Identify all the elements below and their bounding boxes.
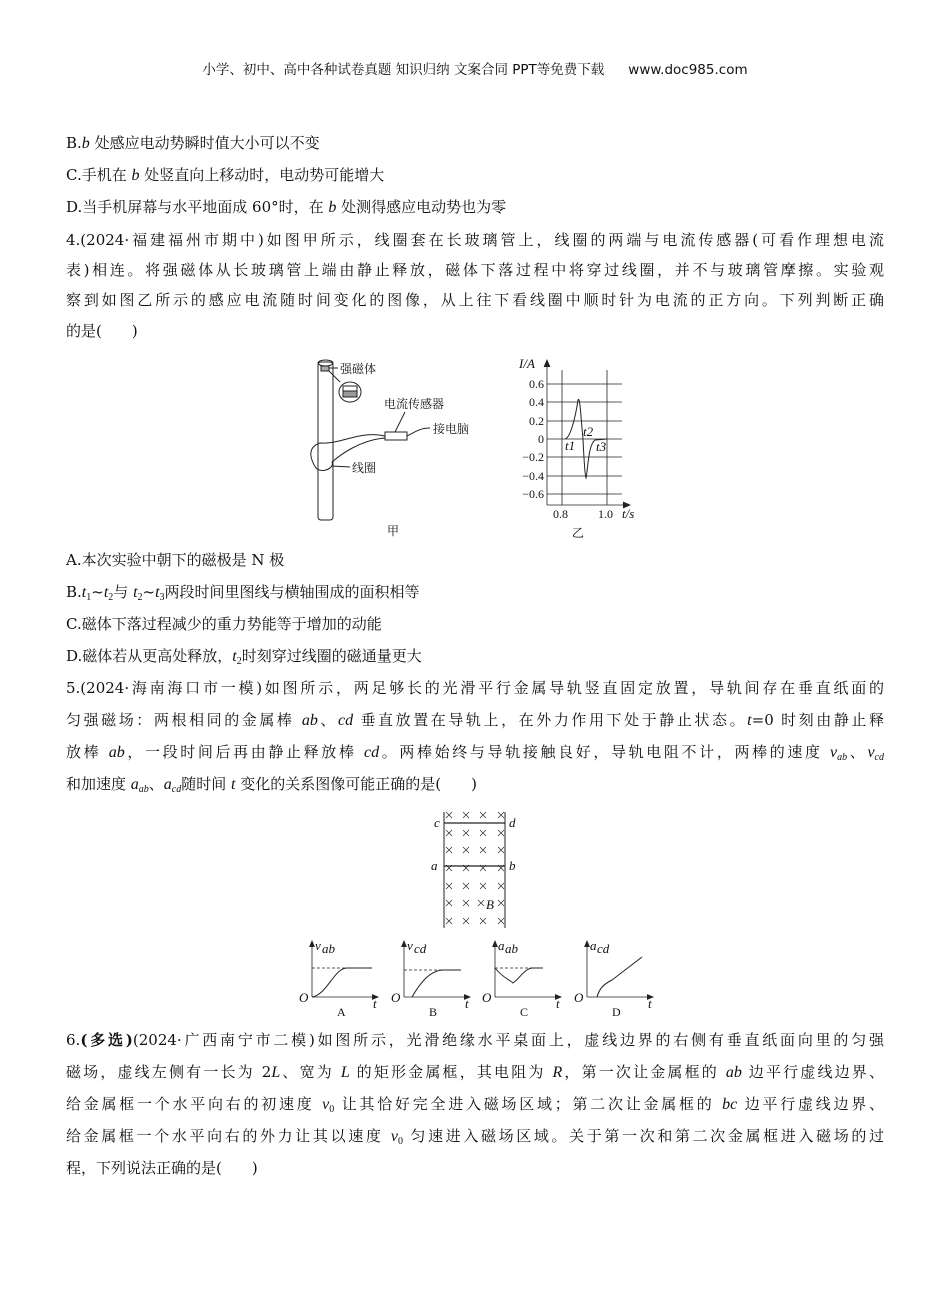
- field-cross-icon: [480, 883, 486, 889]
- figure-jia: [311, 360, 430, 520]
- field-cross-icon: [498, 847, 504, 853]
- text-segment: 5.(2024·海南海口市一模)如图所示，两足够长的光滑平行金属导轨竖直固定放置，导轨间存在垂直纸面的: [66, 679, 884, 697]
- field-cross-icon: [463, 900, 469, 906]
- text-segment: ab: [837, 752, 848, 762]
- text-segment: 、宽为: [280, 1063, 341, 1081]
- text-segment: ab: [301, 712, 318, 729]
- field-cross-icon: [478, 900, 484, 906]
- text-segment: 给金属框一个水平向右的外力让其以速度: [66, 1127, 391, 1145]
- text-segment: t: [155, 584, 160, 601]
- field-cross-icon: [498, 883, 504, 889]
- graph-caption: A: [337, 1005, 346, 1019]
- label-coil: 线圈: [352, 461, 377, 475]
- text-segment: 处感应电动势瞬时值大小可以不变: [89, 134, 320, 152]
- yi-ylabel: I/A: [519, 356, 535, 371]
- text-segment: b: [328, 199, 337, 216]
- graph-ylabel-sub: ab: [322, 941, 335, 956]
- origin-label: O: [574, 990, 584, 1005]
- yi-ytick: −0.2: [522, 450, 544, 464]
- text-segment: 、: [847, 743, 868, 761]
- caption-jia: 甲: [387, 524, 400, 538]
- field-cross-icon: [480, 812, 486, 818]
- text-segment: 0: [398, 1136, 403, 1146]
- text-segment: =0 时刻由静止释: [751, 711, 884, 729]
- text-segment: D.磁体若从更高处释放，: [66, 647, 233, 665]
- graph-ylabel-sub: ab: [505, 941, 518, 956]
- text-segment: 、: [148, 775, 164, 793]
- yi-ytick: 0.4: [529, 395, 544, 409]
- text-segment: 匀速进入磁场区域。关于第一次和第二次金属框进入磁场的过: [403, 1127, 884, 1145]
- text-segment: 程，下列说法正确的是( ): [66, 1159, 258, 1177]
- label-sensor: 电流传感器: [384, 397, 445, 411]
- text-segment: (多选): [80, 1031, 133, 1049]
- graph-ylabel: a: [498, 938, 505, 953]
- field-cross-icon: [446, 918, 452, 924]
- text-segment: 2: [108, 592, 114, 603]
- field-cross-icon: [480, 847, 486, 853]
- text-segment: 察到如图乙所示的感应电流随时间变化的图像，从上往下看线圈中顺时针为电流的正方向。下列判断正确: [66, 291, 884, 309]
- field-cross-icon: [480, 830, 486, 836]
- text-segment: R: [552, 1064, 563, 1081]
- text-segment: B.: [66, 583, 82, 601]
- text-segment: 的矩形金属框，其电阻为: [349, 1063, 553, 1081]
- header-url[interactable]: www.doc985.com: [628, 62, 748, 78]
- graph-ylabel: v: [315, 938, 321, 953]
- text-segment: 1: [86, 592, 92, 603]
- caption-yi: 乙: [572, 526, 585, 540]
- text-segment: 垂直放置在导轨上，在外力作用下处于静止状态。: [353, 711, 748, 729]
- yi-xtick-1: 1.0: [598, 507, 613, 521]
- text-segment: 给金属框一个水平向右的初速度: [66, 1095, 323, 1113]
- figure-rails: [444, 812, 505, 928]
- text-segment: 2: [137, 592, 143, 603]
- field-cross-icon: [498, 830, 504, 836]
- text-segment: 。两棒始终与导轨接触良好，导轨电阻不计，两棒的速度: [379, 743, 831, 761]
- yi-xtick-0: 0.8: [553, 507, 568, 521]
- field-cross-icon: [463, 918, 469, 924]
- text-segment: 边平行虚线边界、: [741, 1063, 884, 1081]
- yi-ytick: −0.6: [522, 487, 544, 501]
- text-segment: b: [131, 167, 140, 184]
- text-segment: 让其恰好完全进入磁场区域；第二次让金属框的: [334, 1095, 723, 1113]
- rail-label-b: b: [509, 858, 516, 873]
- text-segment: 处竖直向上移动时，电动势可能增大: [139, 166, 385, 184]
- text-segment: 和加速度: [66, 775, 131, 793]
- text-segment: B.: [66, 134, 82, 152]
- text-segment: 表)相连。将强磁体从长玻璃管上端由静止释放，磁体下落过程中将穿过线圈，并不与玻璃管摩擦。实验观: [66, 261, 884, 279]
- text-segment: ab: [725, 1064, 742, 1081]
- text-segment: t: [103, 584, 109, 601]
- text-segment: A.本次实验中朝下的磁极是 N 极: [66, 551, 285, 569]
- field-cross-icon: [446, 812, 452, 818]
- field-label-b: B: [486, 897, 494, 912]
- text-segment: 0: [329, 1104, 335, 1114]
- rail-label-a: a: [431, 858, 438, 873]
- origin-label: O: [299, 990, 309, 1005]
- text-segment: t: [133, 584, 138, 601]
- text-segment: v: [830, 744, 838, 761]
- text-segment: a: [163, 776, 172, 793]
- field-cross-icon: [463, 812, 469, 818]
- text-segment: L: [340, 1064, 350, 1081]
- label-magnet: 强磁体: [340, 362, 377, 376]
- yi-ytick: 0.2: [529, 414, 544, 428]
- text-segment: a: [130, 776, 139, 793]
- yi-ytick: 0: [538, 432, 544, 446]
- field-cross-icon: [446, 847, 452, 853]
- text-segment: bc: [722, 1096, 738, 1113]
- yi-ytick: −0.4: [522, 469, 544, 483]
- text-segment: 放棒: [66, 743, 109, 761]
- graph-ylabel-sub: cd: [597, 941, 610, 956]
- field-cross-icon: [446, 900, 452, 906]
- text-segment: 边平行虚线边界、: [737, 1095, 884, 1113]
- text-segment: 3: [159, 592, 165, 603]
- yi-ytick: 0.6: [529, 377, 544, 391]
- origin-label: O: [482, 990, 492, 1005]
- text-segment: D.当手机屏幕与水平地面成 60°时，在: [66, 198, 329, 216]
- label-computer: 接电脑: [433, 422, 470, 436]
- rail-label-c: c: [434, 815, 440, 830]
- field-cross-icon: [463, 883, 469, 889]
- graph-ylabel: a: [590, 938, 597, 953]
- option-graph-A: [299, 938, 378, 1019]
- text-segment: 与: [113, 583, 134, 601]
- field-cross-icon: [446, 883, 452, 889]
- mark-t3: t3: [596, 439, 607, 454]
- text-segment: cd: [171, 784, 182, 795]
- text-segment: 、: [317, 711, 339, 729]
- graph-ylabel: v: [407, 938, 413, 953]
- text-segment: ab: [138, 784, 149, 795]
- graph-caption: C: [520, 1005, 529, 1019]
- field-cross-icon: [498, 900, 504, 906]
- graph-ylabel-sub: cd: [414, 941, 427, 956]
- mark-t2: t2: [583, 424, 594, 439]
- text-segment: ~: [142, 583, 156, 601]
- option-graph-C: [482, 938, 561, 1019]
- field-cross-icon: [463, 830, 469, 836]
- text-segment: t: [81, 584, 87, 601]
- text-segment: C.手机在: [66, 166, 132, 184]
- text-segment: C.磁体下落过程减少的重力势能等于增加的动能: [66, 615, 382, 633]
- text-segment: 2: [236, 656, 242, 667]
- text-segment: ，第一次让金属框的: [562, 1063, 726, 1081]
- text-segment: 两段时间里图线与横轴围成的面积相等: [164, 583, 420, 601]
- text-segment: 4.(2024·福建福州市期中)如图甲所示，线圈套在长玻璃管上，线圈的两端与电流传感器(可看作理想电流: [66, 231, 884, 249]
- field-cross-icon: [498, 812, 504, 818]
- option-graph-D: [574, 938, 653, 1019]
- text-segment: (2024·广西南宁市二模)如图所示，光滑绝缘水平桌面上，虚线边界的右侧有垂直纸面向里的匀强: [132, 1031, 884, 1049]
- t-axis-label: t: [465, 996, 469, 1011]
- text-segment: 随时间: [181, 775, 232, 793]
- text-segment: L: [271, 1064, 281, 1081]
- t-axis-label: t: [556, 996, 560, 1011]
- field-cross-icon: [480, 918, 486, 924]
- graph-caption: D: [612, 1005, 621, 1019]
- mark-t1: t1: [565, 438, 576, 453]
- text-segment: cd: [874, 752, 884, 762]
- text-segment: 磁场，虚线左侧有一长为 2: [66, 1063, 272, 1081]
- text-segment: 6.: [66, 1031, 81, 1049]
- text-segment: t: [232, 648, 237, 665]
- rail-label-d: d: [509, 815, 516, 830]
- origin-label: O: [391, 990, 401, 1005]
- field-cross-icon: [463, 847, 469, 853]
- text-segment: cd: [364, 744, 380, 761]
- option-graph-B: [391, 938, 470, 1019]
- text-segment: ab: [108, 744, 125, 761]
- text-segment: v: [867, 744, 875, 761]
- text-segment: t: [747, 712, 752, 729]
- text-segment: t: [231, 776, 236, 793]
- text-segment: cd: [338, 712, 354, 729]
- text-segment: ，一段时间后再由静止释放棒: [124, 743, 364, 761]
- text-segment: 处测得感应电动势也为零: [336, 198, 507, 216]
- text-segment: v: [390, 1128, 398, 1145]
- t-axis-label: t: [373, 996, 377, 1011]
- yi-xlabel: t/s: [622, 506, 635, 521]
- field-cross-icon: [498, 918, 504, 924]
- t-axis-label: t: [648, 996, 652, 1011]
- graph-caption: B: [429, 1005, 438, 1019]
- text-segment: 的是( ): [66, 322, 138, 340]
- text-segment: b: [81, 135, 90, 152]
- text-segment: 变化的关系图像可能正确的是( ): [235, 775, 477, 793]
- text-segment: 匀强磁场：两根相同的金属棒: [66, 711, 302, 729]
- text-segment: ~: [91, 583, 104, 601]
- field-cross-icon: [446, 830, 452, 836]
- text-segment: v: [322, 1096, 330, 1113]
- text-segment: 时刻穿过线圈的磁通量更大: [241, 647, 422, 665]
- header-text: 小学、初中、高中各种试卷真题 知识归纳 文案合同 PPT等免费下载: [202, 62, 605, 78]
